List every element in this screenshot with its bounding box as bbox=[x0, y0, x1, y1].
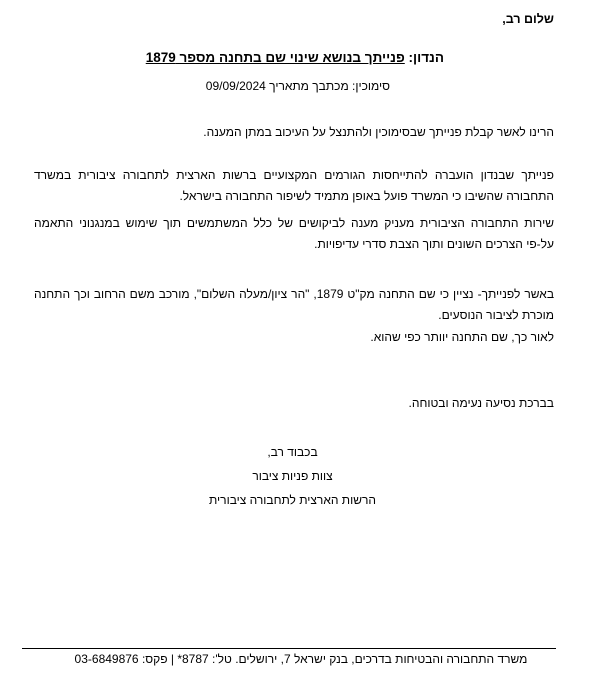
footer-text: משרד התחבורה והבטיחות בדרכים, בנק ישראל 7, ירושלים. טל': 8787* | פקס: 03-6849876 bbox=[74, 652, 528, 666]
subject-topic: פנייתך בנושא שינוי שם בתחנה מספר 1879 bbox=[145, 50, 405, 65]
signature-line-3: הרשות הארצית לתחבורה ציבורית bbox=[209, 493, 376, 507]
body-paragraph-4: באשר לפנייתך- נציין כי שם התחנה מק"ט 1879, "הר ציון/מעלה השלום", מורכב משם הרחוב וכך התחנה מוכרת לציבור הנוסעים. bbox=[34, 287, 554, 322]
footer-divider bbox=[22, 648, 556, 649]
body-paragraph-5: לאור כך, שם התחנה יוותר כפי שהוא. bbox=[370, 330, 554, 344]
greeting: שלום רב, bbox=[502, 12, 554, 26]
reference-line: סימוכין: מכתבך מתאריך 09/09/2024 bbox=[205, 79, 390, 93]
body-paragraph-1: הרינו לאשר קבלת פנייתך שבסימוכין ולהתנצל על העיכוב במתן המענה. bbox=[203, 125, 554, 139]
closing-line: בברכת נסיעה נעימה ובטוחה. bbox=[408, 396, 554, 410]
body-paragraph-2: פנייתך שבנדון הועברה להתייחסות הגורמים המקצועיים ברשות הארצית לתחבורה ציבורית במשרד התחבורה שהשיבו כי המשרד פועל באופן מתמיד לשיפור התחבורה בישראל. bbox=[34, 168, 554, 203]
signature-line-1: בכבוד רב, bbox=[267, 445, 318, 459]
subject-line bbox=[146, 50, 444, 65]
body-paragraph-3: שירות התחבורה הציבורית מעניק מענה לביקושים של כלל המשתמשים תוך שימוש במנגנוני התאמה על-פי הצרכים השונים ותוך הצבת סדרי עדיפויות. bbox=[34, 216, 554, 251]
signature-block bbox=[209, 440, 376, 512]
signature-line-2: צוות פניות ציבור bbox=[252, 469, 333, 483]
subject-prefix: הנדון: bbox=[408, 50, 444, 65]
